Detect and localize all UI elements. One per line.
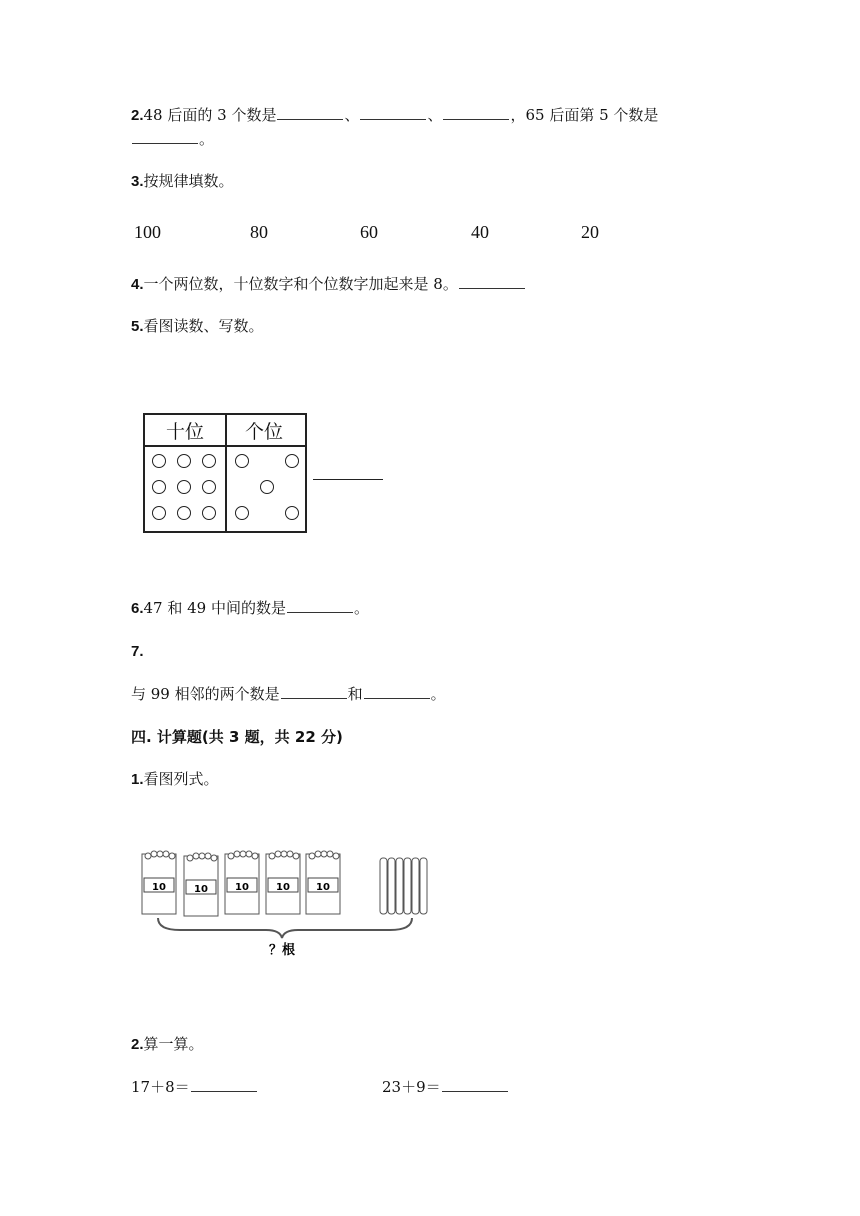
sequence-item: 100 [134, 222, 161, 242]
equation-1 [131, 1076, 258, 1098]
bundle-of-ten [306, 851, 340, 914]
table-divider [145, 445, 305, 447]
tens-counter [177, 454, 191, 468]
ones-header: 个位 [245, 421, 284, 443]
tens-counter [177, 480, 191, 494]
bundle-label: 10 [235, 882, 249, 893]
tens-counter [202, 454, 216, 468]
question-2 [131, 104, 658, 127]
tens-counter [152, 454, 166, 468]
bundle-of-ten [225, 851, 259, 914]
bundle-label: 10 [152, 882, 166, 893]
question-5 [131, 315, 264, 338]
equation-text: 23＋9＝ [382, 1078, 441, 1096]
bundle-label: 10 [316, 882, 330, 893]
place-value-table [143, 413, 307, 533]
ones-counter [285, 506, 299, 520]
question-text: 与 99 相邻的两个数是 [131, 685, 280, 703]
single-sticks [380, 858, 427, 914]
question-number: 2. [131, 1036, 144, 1053]
answer-blank[interactable] [313, 479, 383, 480]
calc-question-2 [131, 1033, 204, 1056]
question-number: 7. [131, 643, 144, 660]
question-label: ？根 [268, 943, 296, 958]
answer-blank[interactable] [132, 129, 198, 144]
question-text: 48 后面的 3 个数是 [143, 106, 277, 124]
sequence-item: 80 [250, 222, 268, 242]
answer-blank[interactable] [459, 274, 525, 289]
stick-bundles-picture [140, 848, 440, 964]
answer-blank[interactable] [281, 684, 347, 699]
question-2-cont [131, 128, 214, 150]
question-number: 1. [131, 771, 144, 788]
question-7-text [131, 683, 446, 705]
ones-counter [235, 506, 249, 520]
bundle-label: 10 [276, 882, 290, 893]
answer-blank[interactable] [191, 1077, 257, 1092]
question-text: 47 和 49 中间的数是 [143, 599, 286, 617]
calc-question-1 [131, 768, 219, 791]
answer-blank[interactable] [277, 105, 343, 120]
question-number: 3. [131, 173, 144, 190]
section-heading: 四. 计算题(共 3 题，共 22 分) [131, 728, 343, 746]
question-number: 2. [131, 107, 144, 124]
question-text: 算一算。 [143, 1035, 204, 1053]
bundle-of-ten [266, 851, 300, 914]
question-number: 5. [131, 318, 144, 335]
tens-counter [177, 506, 191, 520]
period: 。 [199, 130, 215, 148]
ones-counter [285, 454, 299, 468]
ones-counter [260, 480, 274, 494]
answer-blank[interactable] [443, 105, 509, 120]
tens-counter [152, 506, 166, 520]
question-text: 一个两位数，十位数字和个位数字加起来是 8。 [143, 275, 458, 293]
answer-blank[interactable] [360, 105, 426, 120]
question-6 [131, 597, 369, 620]
tens-counter [202, 480, 216, 494]
tens-counter [152, 480, 166, 494]
question-number: 4. [131, 276, 144, 293]
table-divider [225, 415, 227, 531]
bundle-of-ten [184, 853, 218, 916]
separator: 、 [427, 106, 443, 124]
question-text: 按规律填数。 [143, 172, 234, 190]
ones-counter [235, 454, 249, 468]
question-number: 6. [131, 600, 144, 617]
question-text: 看图读数、写数。 [143, 317, 264, 335]
sequence-item: 20 [581, 222, 599, 242]
bundle-label: 10 [194, 884, 208, 895]
question-4 [131, 273, 526, 296]
conjunction: 和 [347, 685, 363, 703]
question-3 [131, 170, 234, 193]
tens-header: 十位 [166, 421, 205, 443]
period: 。 [430, 685, 446, 703]
equation-2 [382, 1076, 509, 1098]
answer-blank[interactable] [442, 1077, 508, 1092]
answer-blank[interactable] [287, 598, 353, 613]
period: 。 [354, 599, 370, 617]
bundle-of-ten [142, 851, 176, 914]
answer-blank[interactable] [364, 684, 430, 699]
question-7 [131, 640, 144, 663]
question-text: 看图列式。 [143, 770, 219, 788]
equation-text: 17＋8＝ [131, 1078, 190, 1096]
sequence-item: 40 [471, 222, 489, 242]
tens-counter [202, 506, 216, 520]
sequence-item: 60 [360, 222, 378, 242]
separator: 、 [344, 106, 360, 124]
question-text: ，65 后面第 5 个数是 [510, 106, 659, 124]
brace [158, 918, 412, 938]
